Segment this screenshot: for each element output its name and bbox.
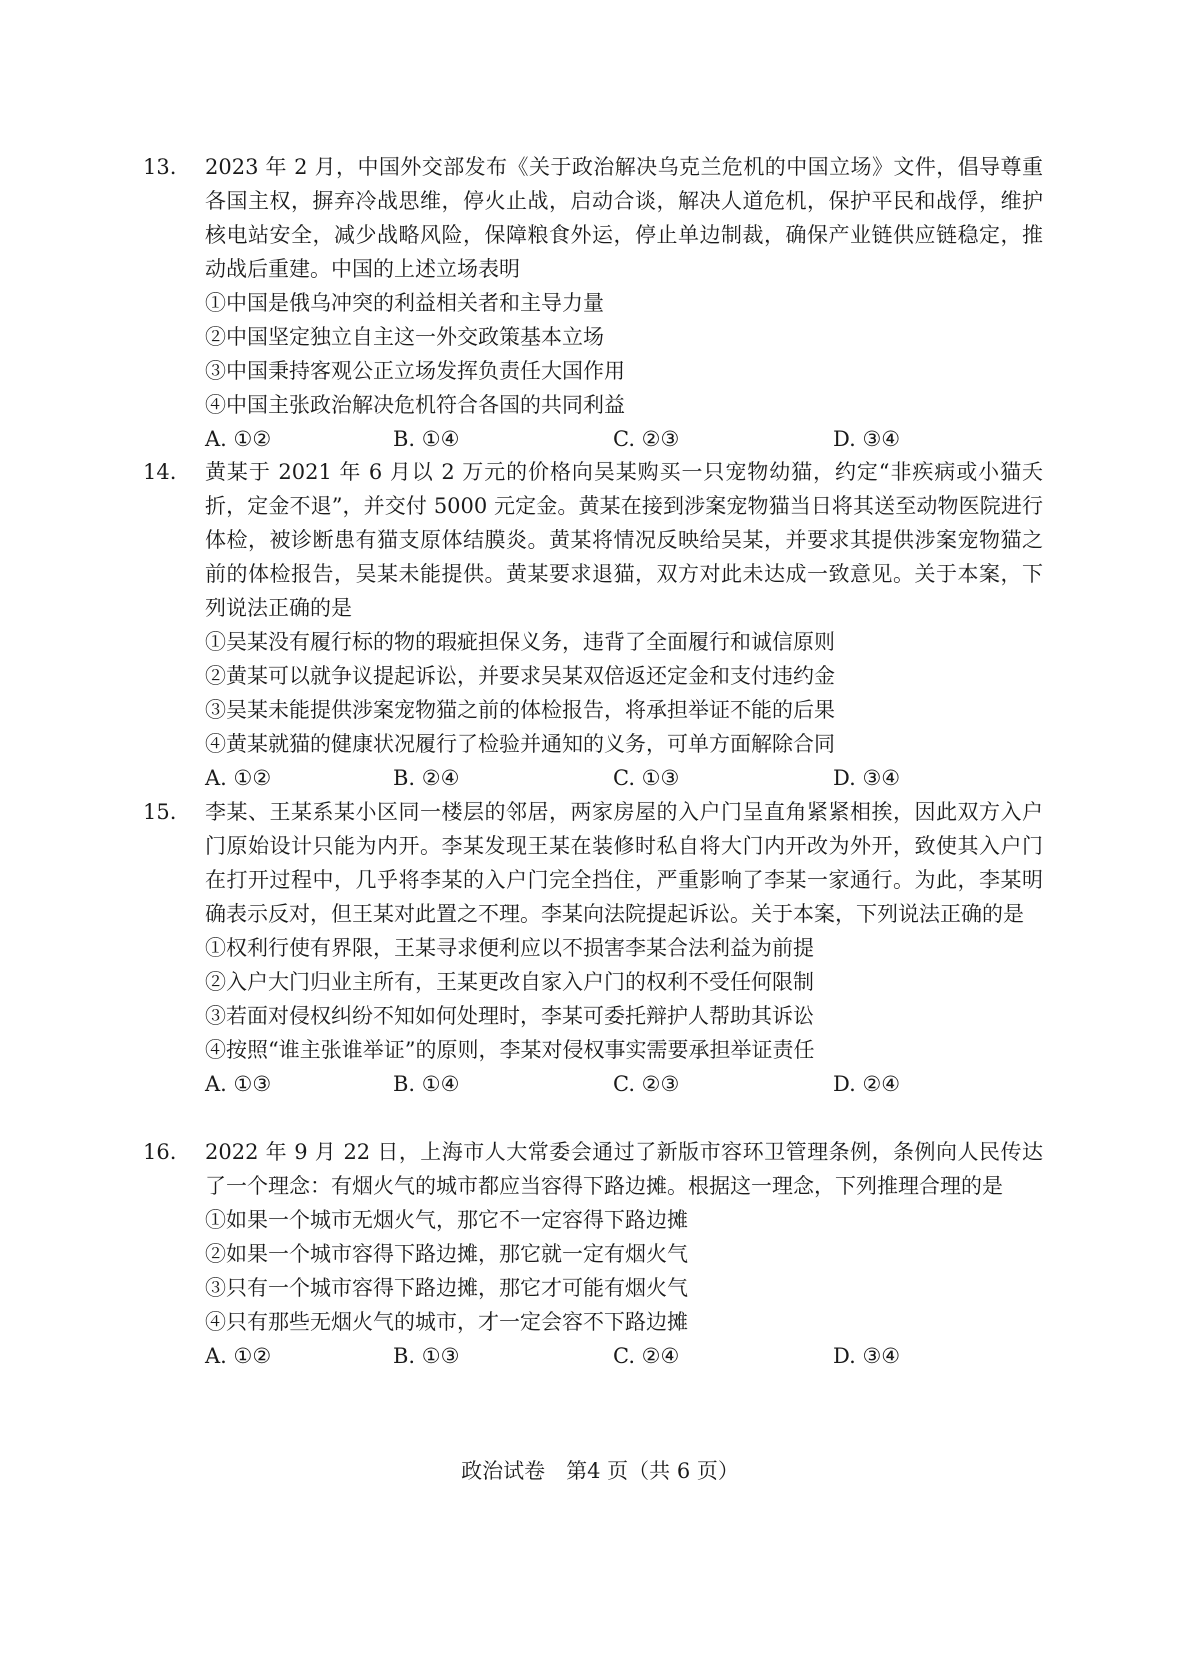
option-c: C. ②③	[613, 1072, 680, 1096]
question-number: 14.	[143, 460, 177, 484]
option-d: D. ③④	[833, 427, 901, 451]
question-stem	[143, 1135, 1043, 1203]
question-16	[143, 1135, 1043, 1373]
answer-options	[143, 1339, 1043, 1373]
question-13	[143, 150, 1043, 456]
statement-3: ③只有一个城市容得下路边摊，那它才可能有烟火气	[205, 1276, 688, 1300]
statement-4: ④只有那些无烟火气的城市，才一定会容不下路边摊	[205, 1310, 688, 1334]
option-b: B. ①③	[393, 1344, 460, 1368]
statement-3: ③中国秉持客观公正立场发挥负责任大国作用	[205, 359, 625, 383]
option-c: C. ①③	[613, 766, 680, 790]
statement-4: ④中国主张政治解决危机符合各国的共同利益	[205, 393, 625, 417]
option-c: C. ②③	[613, 427, 680, 451]
question-stem-text: 2022 年 9 月 22 日，上海市人大常委会通过了新版市容环卫管理条例，条例向人民传达了一个理念：有烟火气的城市都应当容得下路边摊。根据这一理念，下列推理合理的是	[205, 1140, 1043, 1198]
option-d: D. ②④	[833, 1072, 901, 1096]
statement-1: ①中国是俄乌冲突的利益相关者和主导力量	[205, 291, 604, 315]
option-c: C. ②④	[613, 1344, 680, 1368]
statement-4: ④黄某就猫的健康状况履行了检验并通知的义务，可单方面解除合同	[205, 732, 835, 756]
statement-1: ①吴某没有履行标的物的瑕疵担保义务，违背了全面履行和诚信原则	[205, 630, 835, 654]
statement-1: ①如果一个城市无烟火气，那它不一定容得下路边摊	[205, 1208, 688, 1232]
question-stem-text: 黄某于 2021 年 6 月以 2 万元的价格向吴某购买一只宠物幼猫，约定“非疾病或小猫夭折，定金不退”，并交付 5000 元定金。黄某在接到涉案宠物猫当日将其送至动物医院进行体检，被诊断患有猫支原体结膜炎。黄某将情况反映给吴某，并要求其提供涉案宠物猫之前的体检报告，吴某未能提供。黄某要求退猫，双方对此未达成一致意见。关于本案，下列说法正确的是	[205, 460, 1043, 620]
statement-3: ③吴某未能提供涉案宠物猫之前的体检报告，将承担举证不能的后果	[205, 698, 835, 722]
statement-2: ②入户大门归业主所有，王某更改自家入户门的权利不受任何限制	[205, 970, 814, 994]
option-d: D. ③④	[833, 766, 901, 790]
question-number: 13.	[143, 155, 177, 179]
question-number: 16.	[143, 1140, 177, 1164]
option-b: B. ②④	[393, 766, 460, 790]
answer-options	[143, 761, 1043, 795]
question-14	[143, 455, 1043, 795]
question-stem	[143, 795, 1043, 931]
option-a: A. ①②	[205, 1344, 272, 1368]
statement-2: ②如果一个城市容得下路边摊，那它就一定有烟火气	[205, 1242, 688, 1266]
question-stem-text: 2023 年 2 月，中国外交部发布《关于政治解决乌克兰危机的中国立场》文件，倡导尊重各国主权，摒弃冷战思维，停火止战，启动合谈，解决人道危机，保护平民和战俘，维护核电站安全，减少战略风险，保障粮食外运，停止单边制裁，确保产业链供应链稳定，推动战后重建。中国的上述立场表明	[205, 155, 1043, 281]
answer-options	[143, 1067, 1043, 1101]
answer-options	[143, 422, 1043, 456]
question-stem-text: 李某、王某系某小区同一楼层的邻居，两家房屋的入户门呈直角紧紧相挨，因此双方入户门原始设计只能为内开。李某发现王某在装修时私自将大门内开改为外开，致使其入户门在打开过程中，几乎将李某的入户门完全挡住，严重影响了李某一家通行。为此，李某明确表示反对，但王某对此置之不理。李某向法院提起诉讼。关于本案，下列说法正确的是	[205, 800, 1043, 926]
statement-1: ①权利行使有界限，王某寻求便利应以不损害李某合法利益为前提	[205, 936, 814, 960]
option-a: A. ①②	[205, 427, 272, 451]
option-b: B. ①④	[393, 427, 460, 451]
option-d: D. ③④	[833, 1344, 901, 1368]
question-stem	[143, 150, 1043, 286]
option-b: B. ①④	[393, 1072, 460, 1096]
question-stem	[143, 455, 1043, 625]
question-15	[143, 795, 1043, 1101]
option-a: A. ①③	[205, 1072, 272, 1096]
statement-3: ③若面对侵权纠纷不知如何处理时，李某可委托辩护人帮助其诉讼	[205, 1004, 814, 1028]
option-a: A. ①②	[205, 766, 272, 790]
statement-2: ②黄某可以就争议提起诉讼，并要求吴某双倍返还定金和支付违约金	[205, 664, 835, 688]
statement-4: ④按照“谁主张谁举证”的原则，李某对侵权事实需要承担举证责任	[205, 1038, 815, 1062]
page-footer: 政治试卷 第4 页（共 6 页）	[461, 1459, 739, 1483]
question-number: 15.	[143, 800, 177, 824]
statement-2: ②中国坚定独立自主这一外交政策基本立场	[205, 325, 604, 349]
